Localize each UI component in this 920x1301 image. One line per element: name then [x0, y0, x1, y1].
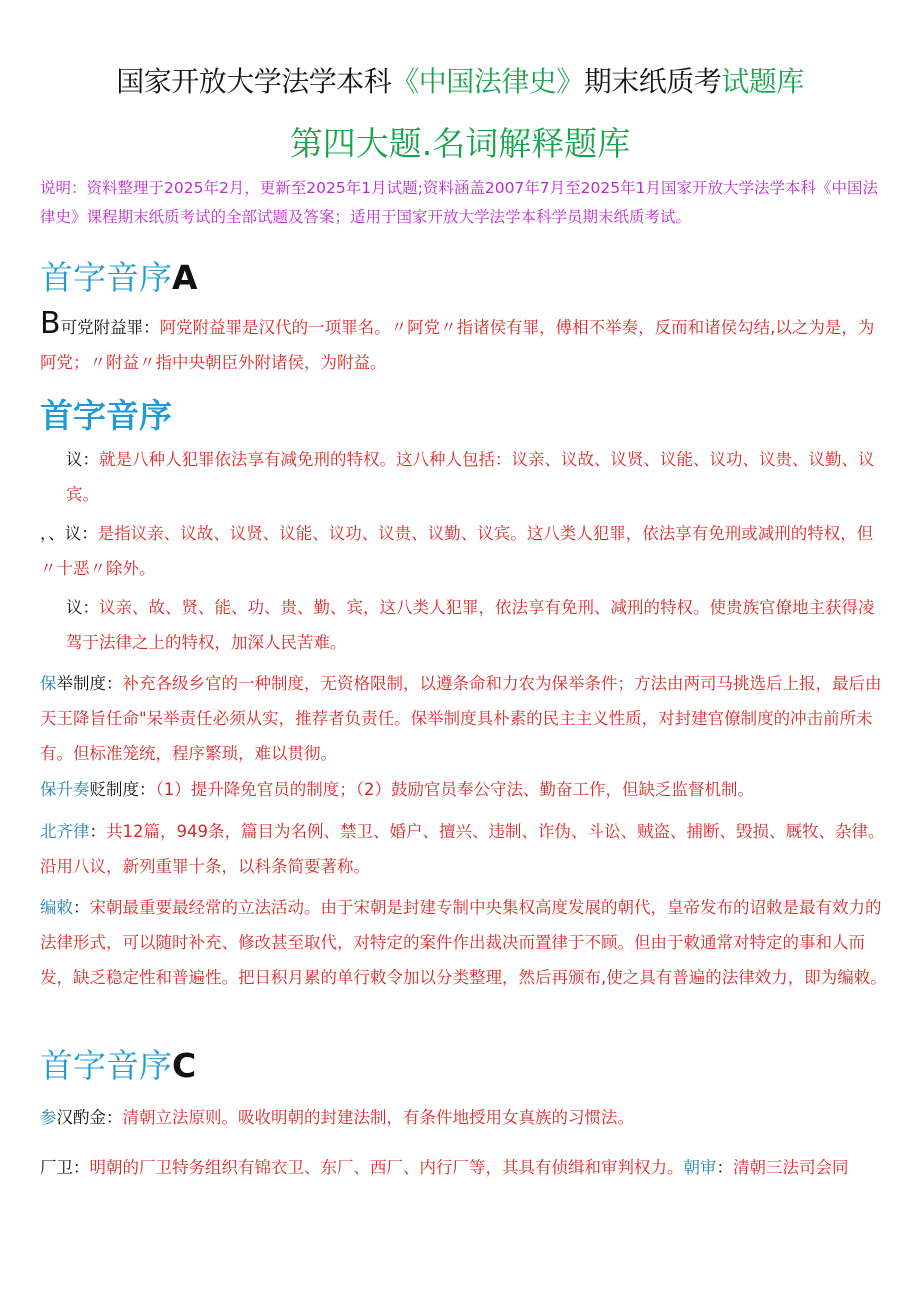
entry-definition: 阿党附益罪是汉代的一项罪名。〃阿党〃指诸侯有罪，傅相不举奏，反而和诸侯勾结,以之为是，为阿党；〃附益〃指中央朝臣外附诸侯，为附益。: [40, 318, 875, 372]
section-letter: C: [172, 1046, 197, 1085]
entry-definition: 清朝立法原则。吸收明朝的封建法制，有条件地授用女真族的习惯法。: [122, 1108, 634, 1127]
title-end: 试题库: [721, 65, 804, 98]
entry-definition: 议亲、故、贤、能、功、贵、勤、宾，这八类人犯罪，依法享有免刑、减刑的特权。使贵族官僚地主获得凌驾于法律之上的特权，加深人民苦难。: [66, 598, 875, 652]
entry-e3: [40, 516, 888, 586]
entry-term: 厂卫：: [40, 1158, 90, 1177]
section-heading-a: [40, 252, 198, 299]
entry-e6: [40, 772, 888, 807]
entry-term: ：: [89, 822, 106, 841]
title-mid: 期末纸质考: [583, 65, 722, 98]
entry-e5: [40, 666, 888, 771]
entry-term: ：: [73, 898, 90, 917]
entry-term-highlight: 编敕: [40, 898, 73, 917]
entry-definition: 宋朝最重要最经常的立法活动。由于宋朝是封建专制中央集权高度发展的朝代，皇帝发布的诏敕是最有效力的法律形式，可以随时补充、修改甚至取代，对特定的案件作出裁决而置律于不顾。但由于敕通常对特定的事和人而发，缺乏稳定性和普遍性。把日积月累的单行敕令加以分类整理，然后再颁布,使之具有普遍的法律效力，即为编敕。: [40, 898, 887, 987]
section-heading-b: [40, 390, 172, 437]
section-heading-text: 首字音序: [40, 258, 172, 297]
entry-letter: B: [40, 306, 61, 341]
entry-definition: 补充各级乡官的一种制度，无资格限制，以遵条命和力农为保举条件；方法由两司马挑选后上报，最后由天王降旨任命"呆举责任必须从实，推荐者负责任。保举制度具朴素的民主主义性质，对封建官僚制度的冲击前所未有。但标准笼统，程序繁琐，难以贯彻。: [40, 674, 882, 763]
entry-term: 举制度：: [56, 674, 123, 693]
entry-e4: [40, 590, 888, 660]
entry-term-colon: ：: [716, 1158, 733, 1177]
entry-definition: 是指议亲、议故、议贤、议能、议功、议贵、议勤、议宾。这八类人犯罪，依法享有免刑或减刑的特权，但〃十恶〃除外。: [40, 524, 874, 578]
entry-term: 汉酌金：: [56, 1108, 123, 1127]
section-heading-text: 首字音序: [40, 396, 172, 435]
entry-definition: 就是八种人犯罪依法享有减免刑的特权。这八种人包括：议亲、议故、议贤、议能、议功、议贵、议勤、议宾。: [66, 450, 875, 504]
entry-definition: 清朝三法司会同: [733, 1158, 849, 1177]
entry-term-highlight: 参: [40, 1108, 57, 1127]
title-book: 《中国法律史》: [391, 65, 584, 98]
entry-definition: 明朝的厂卫特务组织有锦衣卫、东厂、西厂、内行厂等，其具有侦缉和审判权力。: [89, 1158, 684, 1177]
entry-term: ，、议：: [40, 524, 98, 543]
section-heading-c: [40, 1040, 196, 1087]
entry-definition: 共12篇，949条，篇目为名例、禁卫、婚户、擅兴、违制、诈伪、斗讼、贼盗、捕断、毁损、厩牧、杂律。沿用八议，新列重罪十条，以科条简要著称。: [40, 822, 885, 876]
entry-term: 贬制度：: [89, 780, 156, 799]
entry-term-highlight: 保: [40, 674, 57, 693]
entry-e9: [40, 1100, 888, 1135]
entry-definition: （1）提升降免官员的制度；（2）鼓励官员奉公守法、勤奋工作，但缺乏监督机制。: [155, 780, 754, 799]
document-title: [0, 60, 920, 100]
entry-e10: [40, 1150, 888, 1185]
section-letter: A: [172, 258, 198, 297]
entry-e2: [40, 442, 888, 512]
title-main: 国家开放大学法学本科: [116, 65, 392, 98]
entry-term: 可党附益罪：: [60, 318, 160, 337]
entry-term-highlight: 朝审: [683, 1158, 717, 1177]
entry-term: 议：: [66, 450, 99, 469]
entry-e7: [40, 814, 888, 884]
entry-term-highlight: 保升奏: [40, 780, 90, 799]
section-heading-text: 首字音序: [40, 1046, 172, 1085]
document-subtitle: 第四大题.名词解释题库: [289, 124, 631, 163]
entry-e8: [40, 890, 888, 995]
entry-e1: [40, 306, 888, 380]
intro-note: 说明：资料整理于2025年2月，更新至2025年1月试题;资料涵盖2007年7月至2025年1月国家开放大学法学本科《中国法律史》课程期末纸质考试的全部试题及答案；适用于国家开放大学法学本科学员期末纸质考试。: [40, 179, 878, 226]
entry-term: 议：: [66, 598, 99, 617]
entry-term-highlight: 北齐律: [40, 822, 90, 841]
